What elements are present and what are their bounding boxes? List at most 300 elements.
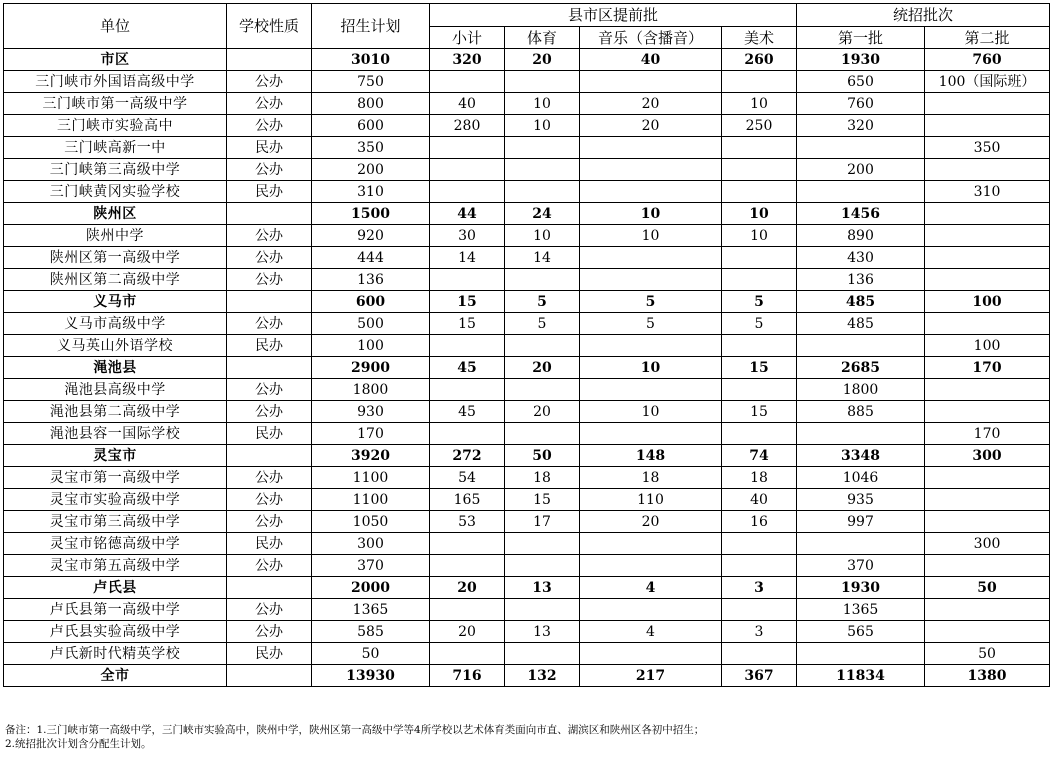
cell-first: 565: [797, 621, 925, 643]
cell-sports: 20: [505, 357, 580, 379]
cell-plan: 600: [312, 291, 430, 313]
cell-first: 320: [797, 115, 925, 137]
header-school-nature: 学校性质: [227, 4, 312, 49]
table-row: [4, 247, 1050, 269]
cell-music: 217: [580, 665, 722, 687]
cell-name: 灵宝市: [4, 445, 227, 467]
table-row: [4, 115, 1050, 137]
cell-sports: 10: [505, 115, 580, 137]
cell-first: 485: [797, 291, 925, 313]
cell-nature: 民办: [227, 335, 312, 357]
cell-plan: 600: [312, 115, 430, 137]
cell-name: 渑池县第二高级中学: [4, 401, 227, 423]
cell-subtotal: 53: [430, 511, 505, 533]
cell-plan: 800: [312, 93, 430, 115]
cell-sports: [505, 181, 580, 203]
region-row: [4, 445, 1050, 467]
cell-sports: 10: [505, 93, 580, 115]
note-line-2: 2.统招批次计划含分配生计划。: [5, 738, 152, 750]
cell-music: [580, 555, 722, 577]
table-body: [4, 49, 1050, 687]
table-row: [4, 467, 1050, 489]
cell-sports: [505, 423, 580, 445]
region-row: [4, 577, 1050, 599]
table-row: [4, 225, 1050, 247]
cell-art: [722, 181, 797, 203]
cell-name: 三门峡市外国语高级中学: [4, 71, 227, 93]
cell-nature: 公办: [227, 379, 312, 401]
cell-sports: [505, 137, 580, 159]
cell-plan: 370: [312, 555, 430, 577]
cell-music: 4: [580, 577, 722, 599]
cell-subtotal: [430, 71, 505, 93]
cell-nature: 公办: [227, 313, 312, 335]
table-row: [4, 621, 1050, 643]
cell-music: [580, 137, 722, 159]
cell-subtotal: [430, 599, 505, 621]
cell-music: 5: [580, 291, 722, 313]
cell-name: 陕州区第二高级中学: [4, 269, 227, 291]
cell-nature: [227, 357, 312, 379]
cell-first: 11834: [797, 665, 925, 687]
cell-art: 10: [722, 203, 797, 225]
cell-nature: 民办: [227, 643, 312, 665]
cell-second: [925, 93, 1050, 115]
cell-art: 3: [722, 621, 797, 643]
cell-art: 15: [722, 401, 797, 423]
cell-second: [925, 599, 1050, 621]
cell-name: 卢氏县: [4, 577, 227, 599]
cell-plan: 1800: [312, 379, 430, 401]
cell-first: [797, 423, 925, 445]
cell-first: 485: [797, 313, 925, 335]
cell-subtotal: 30: [430, 225, 505, 247]
cell-sports: 5: [505, 291, 580, 313]
cell-first: [797, 335, 925, 357]
cell-second: 100: [925, 291, 1050, 313]
cell-name: 陕州区第一高级中学: [4, 247, 227, 269]
cell-nature: 公办: [227, 401, 312, 423]
cell-plan: 170: [312, 423, 430, 445]
cell-sports: 132: [505, 665, 580, 687]
cell-nature: 公办: [227, 115, 312, 137]
cell-nature: 公办: [227, 71, 312, 93]
table-row: [4, 159, 1050, 181]
cell-sports: 18: [505, 467, 580, 489]
header-enrollment-plan: 招生计划: [312, 4, 430, 49]
cell-plan: 1365: [312, 599, 430, 621]
cell-first: 650: [797, 71, 925, 93]
table-row: [4, 489, 1050, 511]
cell-plan: 1100: [312, 467, 430, 489]
cell-art: [722, 555, 797, 577]
cell-sports: [505, 533, 580, 555]
cell-sports: [505, 335, 580, 357]
cell-subtotal: [430, 335, 505, 357]
cell-sports: [505, 555, 580, 577]
cell-nature: [227, 577, 312, 599]
cell-plan: 310: [312, 181, 430, 203]
cell-name: 全市: [4, 665, 227, 687]
table-row: [4, 511, 1050, 533]
cell-sports: 20: [505, 401, 580, 423]
cell-first: 370: [797, 555, 925, 577]
cell-art: [722, 379, 797, 401]
cell-sports: [505, 71, 580, 93]
cell-nature: 公办: [227, 555, 312, 577]
table-row: [4, 555, 1050, 577]
cell-music: 20: [580, 93, 722, 115]
cell-second: [925, 621, 1050, 643]
cell-nature: 公办: [227, 93, 312, 115]
cell-second: [925, 247, 1050, 269]
cell-art: [722, 533, 797, 555]
cell-name: 灵宝市实验高级中学: [4, 489, 227, 511]
cell-art: 15: [722, 357, 797, 379]
cell-plan: 585: [312, 621, 430, 643]
cell-first: [797, 533, 925, 555]
cell-subtotal: 20: [430, 621, 505, 643]
cell-name: 灵宝市第三高级中学: [4, 511, 227, 533]
cell-nature: 民办: [227, 137, 312, 159]
cell-subtotal: [430, 181, 505, 203]
cell-art: [722, 269, 797, 291]
cell-second: [925, 159, 1050, 181]
cell-sports: [505, 599, 580, 621]
cell-art: [722, 599, 797, 621]
cell-name: 义马市: [4, 291, 227, 313]
cell-sports: 50: [505, 445, 580, 467]
cell-second: 170: [925, 423, 1050, 445]
cell-music: 20: [580, 115, 722, 137]
cell-name: 灵宝市第一高级中学: [4, 467, 227, 489]
cell-sports: 17: [505, 511, 580, 533]
cell-nature: 民办: [227, 533, 312, 555]
cell-music: 10: [580, 357, 722, 379]
cell-first: 1456: [797, 203, 925, 225]
cell-music: [580, 423, 722, 445]
cell-subtotal: 716: [430, 665, 505, 687]
cell-first: [797, 643, 925, 665]
cell-music: 4: [580, 621, 722, 643]
cell-subtotal: 165: [430, 489, 505, 511]
cell-first: 430: [797, 247, 925, 269]
cell-nature: 民办: [227, 423, 312, 445]
cell-first: 3348: [797, 445, 925, 467]
table-row: [4, 533, 1050, 555]
cell-plan: 1050: [312, 511, 430, 533]
cell-second: 300: [925, 533, 1050, 555]
cell-name: 渑池县容一国际学校: [4, 423, 227, 445]
cell-art: [722, 137, 797, 159]
cell-art: [722, 247, 797, 269]
cell-music: [580, 533, 722, 555]
cell-nature: 公办: [227, 489, 312, 511]
region-row: [4, 357, 1050, 379]
cell-subtotal: 20: [430, 577, 505, 599]
cell-subtotal: 15: [430, 313, 505, 335]
header-unit: 单位: [4, 4, 227, 49]
cell-second: 50: [925, 643, 1050, 665]
cell-first: 1930: [797, 49, 925, 71]
cell-second: [925, 511, 1050, 533]
cell-sports: [505, 643, 580, 665]
cell-art: [722, 423, 797, 445]
cell-sports: [505, 159, 580, 181]
cell-second: [925, 225, 1050, 247]
cell-name: 陕州区: [4, 203, 227, 225]
cell-name: 渑池县: [4, 357, 227, 379]
cell-sports: 10: [505, 225, 580, 247]
cell-first: [797, 137, 925, 159]
cell-first: 885: [797, 401, 925, 423]
cell-first: 997: [797, 511, 925, 533]
cell-nature: 民办: [227, 181, 312, 203]
table-row: [4, 71, 1050, 93]
cell-music: 148: [580, 445, 722, 467]
cell-music: 10: [580, 401, 722, 423]
cell-plan: 930: [312, 401, 430, 423]
table-row: [4, 137, 1050, 159]
cell-nature: [227, 291, 312, 313]
cell-plan: 100: [312, 335, 430, 357]
cell-second: [925, 115, 1050, 137]
cell-art: 5: [722, 313, 797, 335]
cell-art: 40: [722, 489, 797, 511]
cell-nature: [227, 203, 312, 225]
cell-name: 陕州中学: [4, 225, 227, 247]
cell-nature: 公办: [227, 467, 312, 489]
cell-name: 卢氏县第一高级中学: [4, 599, 227, 621]
cell-art: [722, 71, 797, 93]
enrollment-plan-table: [3, 3, 1050, 687]
cell-sports: 5: [505, 313, 580, 335]
cell-music: [580, 269, 722, 291]
cell-music: 5: [580, 313, 722, 335]
cell-music: 10: [580, 225, 722, 247]
cell-music: [580, 181, 722, 203]
cell-first: 136: [797, 269, 925, 291]
cell-name: 渑池县高级中学: [4, 379, 227, 401]
cell-sports: 14: [505, 247, 580, 269]
cell-first: 1365: [797, 599, 925, 621]
cell-name: 义马市高级中学: [4, 313, 227, 335]
cell-name: 三门峡第三高级中学: [4, 159, 227, 181]
cell-sports: 20: [505, 49, 580, 71]
cell-name: 灵宝市第五高级中学: [4, 555, 227, 577]
cell-art: [722, 643, 797, 665]
cell-name: 卢氏县实验高级中学: [4, 621, 227, 643]
header-sports: 体育: [505, 27, 580, 49]
cell-plan: 444: [312, 247, 430, 269]
cell-subtotal: [430, 159, 505, 181]
cell-art: 260: [722, 49, 797, 71]
table-row: [4, 181, 1050, 203]
cell-second: 170: [925, 357, 1050, 379]
cell-sports: [505, 269, 580, 291]
cell-first: 200: [797, 159, 925, 181]
cell-second: [925, 555, 1050, 577]
table-row: [4, 401, 1050, 423]
total-row: [4, 665, 1050, 687]
table-row: [4, 335, 1050, 357]
notes: [5, 723, 704, 751]
header-unified-batch: 统招批次: [797, 4, 1050, 27]
cell-first: 1800: [797, 379, 925, 401]
cell-name: 三门峡高新一中: [4, 137, 227, 159]
header-second-batch: 第二批: [925, 27, 1050, 49]
cell-second: 100: [925, 335, 1050, 357]
cell-first: [797, 181, 925, 203]
table-row: [4, 379, 1050, 401]
cell-second: 350: [925, 137, 1050, 159]
cell-first: 760: [797, 93, 925, 115]
cell-plan: 920: [312, 225, 430, 247]
cell-music: 18: [580, 467, 722, 489]
cell-second: 310: [925, 181, 1050, 203]
cell-nature: [227, 49, 312, 71]
cell-music: [580, 159, 722, 181]
cell-second: 1380: [925, 665, 1050, 687]
cell-art: 10: [722, 93, 797, 115]
cell-music: [580, 379, 722, 401]
cell-name: 三门峡市实验高中: [4, 115, 227, 137]
cell-plan: 350: [312, 137, 430, 159]
cell-plan: 3010: [312, 49, 430, 71]
cell-sports: 15: [505, 489, 580, 511]
cell-music: [580, 71, 722, 93]
cell-first: 890: [797, 225, 925, 247]
header-subtotal: 小计: [430, 27, 505, 49]
cell-subtotal: 320: [430, 49, 505, 71]
table-row: [4, 313, 1050, 335]
cell-nature: [227, 445, 312, 467]
cell-art: [722, 335, 797, 357]
cell-nature: 公办: [227, 599, 312, 621]
cell-plan: 1500: [312, 203, 430, 225]
cell-nature: 公办: [227, 159, 312, 181]
cell-name: 市区: [4, 49, 227, 71]
cell-subtotal: 15: [430, 291, 505, 313]
cell-art: 10: [722, 225, 797, 247]
cell-second: [925, 467, 1050, 489]
cell-second: [925, 313, 1050, 335]
cell-subtotal: 14: [430, 247, 505, 269]
cell-first: 1046: [797, 467, 925, 489]
cell-plan: 136: [312, 269, 430, 291]
table-row: [4, 423, 1050, 445]
cell-nature: [227, 665, 312, 687]
cell-music: [580, 643, 722, 665]
cell-plan: 2900: [312, 357, 430, 379]
cell-plan: 200: [312, 159, 430, 181]
cell-subtotal: 44: [430, 203, 505, 225]
cell-second: 760: [925, 49, 1050, 71]
cell-second: 100（国际班）: [925, 71, 1050, 93]
cell-subtotal: [430, 533, 505, 555]
cell-name: 义马英山外语学校: [4, 335, 227, 357]
cell-music: 40: [580, 49, 722, 71]
cell-nature: 公办: [227, 511, 312, 533]
cell-art: [722, 159, 797, 181]
cell-name: 卢氏新时代精英学校: [4, 643, 227, 665]
cell-second: [925, 401, 1050, 423]
cell-art: 16: [722, 511, 797, 533]
cell-music: [580, 599, 722, 621]
header-early-batch: 县市区提前批: [430, 4, 797, 27]
cell-first: 2685: [797, 357, 925, 379]
cell-plan: 300: [312, 533, 430, 555]
cell-first: 935: [797, 489, 925, 511]
cell-art: 5: [722, 291, 797, 313]
cell-plan: 50: [312, 643, 430, 665]
cell-name: 灵宝市铭德高级中学: [4, 533, 227, 555]
region-row: [4, 203, 1050, 225]
cell-music: [580, 247, 722, 269]
cell-art: 74: [722, 445, 797, 467]
cell-art: 3: [722, 577, 797, 599]
header-row-1: [4, 4, 1050, 27]
cell-music: 20: [580, 511, 722, 533]
cell-sports: [505, 379, 580, 401]
cell-subtotal: [430, 423, 505, 445]
cell-plan: 13930: [312, 665, 430, 687]
cell-subtotal: 40: [430, 93, 505, 115]
cell-second: 300: [925, 445, 1050, 467]
header-first-batch: 第一批: [797, 27, 925, 49]
cell-plan: 2000: [312, 577, 430, 599]
cell-second: 50: [925, 577, 1050, 599]
cell-music: 10: [580, 203, 722, 225]
cell-subtotal: 272: [430, 445, 505, 467]
region-row: [4, 291, 1050, 313]
header-art: 美术: [722, 27, 797, 49]
table-row: [4, 269, 1050, 291]
cell-art: 367: [722, 665, 797, 687]
cell-sports: 13: [505, 577, 580, 599]
cell-art: 18: [722, 467, 797, 489]
cell-plan: 3920: [312, 445, 430, 467]
cell-music: [580, 335, 722, 357]
cell-subtotal: [430, 555, 505, 577]
cell-art: 250: [722, 115, 797, 137]
cell-second: [925, 489, 1050, 511]
cell-name: 三门峡黄冈实验学校: [4, 181, 227, 203]
cell-music: 110: [580, 489, 722, 511]
cell-subtotal: 280: [430, 115, 505, 137]
cell-subtotal: [430, 379, 505, 401]
cell-second: [925, 269, 1050, 291]
cell-plan: 750: [312, 71, 430, 93]
table-row: [4, 643, 1050, 665]
cell-sports: 24: [505, 203, 580, 225]
table-row: [4, 599, 1050, 621]
cell-subtotal: [430, 643, 505, 665]
note-line-1: 备注：1.三门峡市第一高级中学，三门峡市实验高中，陕州中学，陕州区第一高级中学等4所学校以艺术体育类面向市直、湖滨区和陕州区各初中招生；: [5, 724, 705, 736]
cell-subtotal: 45: [430, 401, 505, 423]
cell-plan: 500: [312, 313, 430, 335]
cell-name: 三门峡市第一高级中学: [4, 93, 227, 115]
cell-nature: 公办: [227, 247, 312, 269]
cell-second: [925, 379, 1050, 401]
cell-subtotal: [430, 137, 505, 159]
cell-subtotal: [430, 269, 505, 291]
table-row: [4, 93, 1050, 115]
cell-nature: 公办: [227, 269, 312, 291]
cell-subtotal: 45: [430, 357, 505, 379]
cell-plan: 1100: [312, 489, 430, 511]
header-music: 音乐（含播音）: [580, 27, 722, 49]
